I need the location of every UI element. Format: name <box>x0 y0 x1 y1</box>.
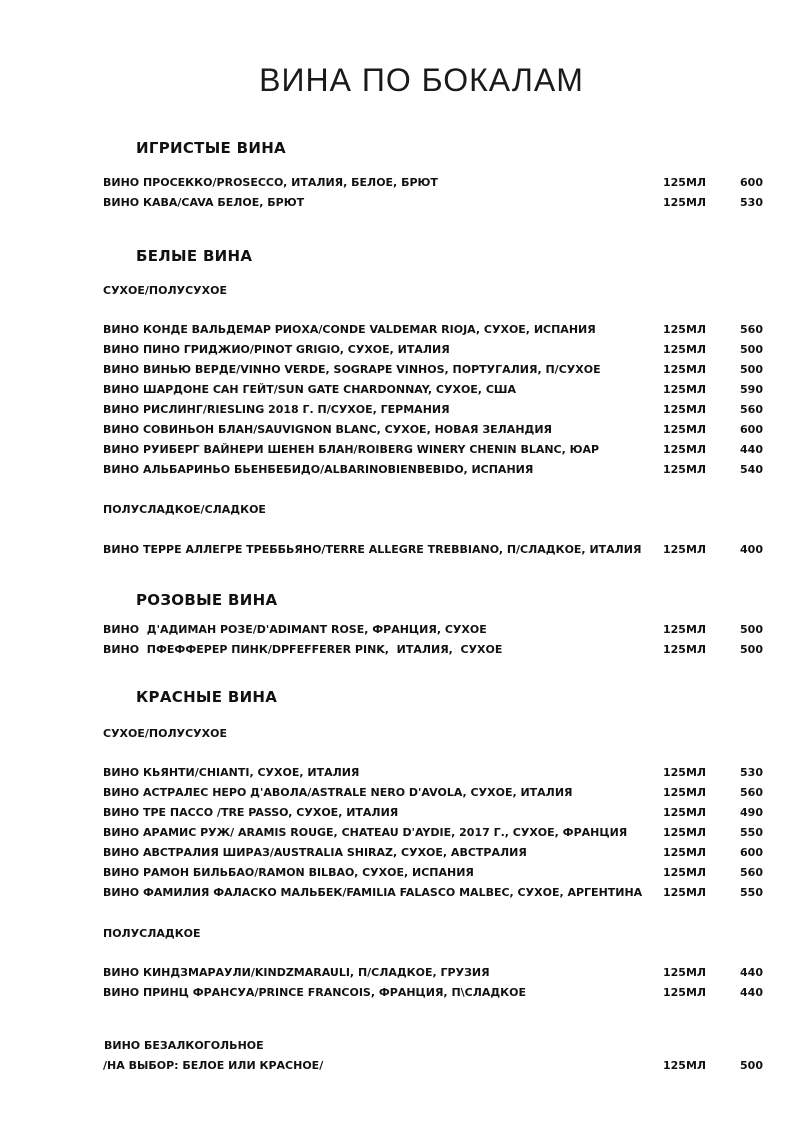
menu-item <box>103 1058 763 1074</box>
item-price: 500 <box>740 343 763 356</box>
item-volume: 125МЛ <box>663 423 707 436</box>
item-volume: 125МЛ <box>663 826 707 839</box>
item-volume: 125МЛ <box>663 463 707 476</box>
item-price: 560 <box>740 403 763 416</box>
menu-item <box>103 622 763 638</box>
subsection-label: СУХОЕ/ПОЛУСУХОЕ <box>103 284 227 297</box>
menu-item <box>103 765 763 781</box>
section-title-rose: РОЗОВЫЕ ВИНА <box>136 591 278 609</box>
item-name: ВИНО ПРИНЦ ФРАНСУА/PRINCE FRANCOIS, ФРАНЦИЯ, П\СЛАДКОЕ <box>103 986 527 999</box>
menu-item <box>103 462 763 478</box>
item-name: ВИНО АВСТРАЛИЯ ШИРАЗ/AUSTRALIA SHIRAZ, СУХОЕ, АВСТРАЛИЯ <box>103 846 527 859</box>
menu-item <box>103 885 763 901</box>
item-price: 540 <box>740 463 763 476</box>
menu-item <box>103 402 763 418</box>
item-volume: 125МЛ <box>663 443 707 456</box>
item-volume: 125МЛ <box>663 766 707 779</box>
item-name: ВИНО ТЕРРЕ АЛЛЕГРЕ ТРЕББЬЯНО/TERRE ALLEGRE TREBBIANO, П/СЛАДКОЕ, ИТАЛИЯ <box>103 543 642 556</box>
menu-item <box>103 422 763 438</box>
item-name: ВИНО СОВИНЬОН БЛАН/SAUVIGNON BLANC, СУХОЕ, НОВАЯ ЗЕЛАНДИЯ <box>103 423 552 436</box>
subsection-label: СУХОЕ/ПОЛУСУХОЕ <box>103 727 227 740</box>
item-volume: 125МЛ <box>663 966 707 979</box>
item-price: 560 <box>740 866 763 879</box>
item-price: 440 <box>740 443 763 456</box>
menu-item <box>103 195 763 211</box>
item-name: ВИНО КИНДЗМАРАУЛИ/KINDZMARAULI, П/СЛАДКОЕ, ГРУЗИЯ <box>103 966 490 979</box>
item-name: ВИНО РИСЛИНГ/RIESLING 2018 Г. П/СУХОЕ, ГЕРМАНИЯ <box>103 403 450 416</box>
item-name: ВИНО ТРЕ ПАССО /TRE PASSO, СУХОЕ, ИТАЛИЯ <box>103 806 399 819</box>
menu-item <box>103 322 763 338</box>
item-price: 500 <box>740 363 763 376</box>
item-price: 550 <box>740 826 763 839</box>
item-price: 560 <box>740 786 763 799</box>
item-volume: 125МЛ <box>663 343 707 356</box>
item-price: 530 <box>740 766 763 779</box>
item-name: ВИНО КАВА/CAVA БЕЛОЕ, БРЮТ <box>103 196 305 209</box>
item-name: ВИНО РАМОН БИЛЬБАО/RAMON BILBAO, СУХОЕ, ИСПАНИЯ <box>103 866 474 879</box>
item-volume: 125МЛ <box>663 886 707 899</box>
item-price: 550 <box>740 886 763 899</box>
item-name: ВИНО КЬЯНТИ/CHIANTI, СУХОЕ, ИТАЛИЯ <box>103 766 360 779</box>
section-title-red: КРАСНЫЕ ВИНА <box>136 688 278 706</box>
section-title-sparkling: ИГРИСТЫЕ ВИНА <box>136 139 286 157</box>
subsection-label: ПОЛУСЛАДКОЕ/СЛАДКОЕ <box>103 503 266 516</box>
menu-item <box>103 342 763 358</box>
item-volume: 125МЛ <box>663 623 707 636</box>
item-name: ВИНО ПИНО ГРИДЖИО/PINOT GRIGIO, СУХОЕ, ИТАЛИЯ <box>103 343 450 356</box>
item-volume: 125МЛ <box>663 806 707 819</box>
menu-item <box>103 985 763 1001</box>
item-name: ВИНО ВИНЬЮ ВЕРДЕ/VINHO VERDE, SOGRAPE VINHOS, ПОРТУГАЛИЯ, П/СУХОЕ <box>103 363 601 376</box>
item-name: ВИНО КОНДЕ ВАЛЬДЕМАР РИОХА/CONDE VALDEMAR RIOJA, СУХОЕ, ИСПАНИЯ <box>103 323 596 336</box>
item-volume: 125МЛ <box>663 363 707 376</box>
item-volume: 125МЛ <box>663 403 707 416</box>
item-name: ВИНО ФАМИЛИЯ ФАЛАСКО МАЛЬБЕК/FAMILIA FALASCO MALBEC, СУХОЕ, АРГЕНТИНА <box>103 886 643 899</box>
menu-item <box>103 785 763 801</box>
item-price: 590 <box>740 383 763 396</box>
item-name: ВИНО ШАРДОНЕ САН ГЕЙТ/SUN GATE CHARDONNAY, СУХОЕ, США <box>103 383 516 396</box>
menu-item <box>103 442 763 458</box>
item-name: ВИНО ПРОСЕККО/PROSECCO, ИТАЛИЯ, БЕЛОЕ, БРЮТ <box>103 176 438 189</box>
item-price: 500 <box>740 623 763 636</box>
item-volume: 125МЛ <box>663 866 707 879</box>
item-volume: 125МЛ <box>663 786 707 799</box>
menu-item <box>103 865 763 881</box>
item-volume: 125МЛ <box>663 986 707 999</box>
non-alcoholic-title: ВИНО БЕЗАЛКОГОЛЬНОЕ <box>104 1039 264 1052</box>
item-price: 560 <box>740 323 763 336</box>
item-volume: 125МЛ <box>663 846 707 859</box>
item-price: 440 <box>740 986 763 999</box>
menu-item <box>103 542 763 558</box>
menu-item <box>103 825 763 841</box>
item-price: 600 <box>740 176 763 189</box>
item-price: 600 <box>740 423 763 436</box>
item-volume: 125МЛ <box>663 643 707 656</box>
page-title: ВИНА ПО БОКАЛАМ <box>259 62 584 98</box>
item-volume: 125МЛ <box>663 383 707 396</box>
item-volume: 125МЛ <box>663 1059 707 1072</box>
item-volume: 125МЛ <box>663 543 707 556</box>
item-name: ВИНО АРАМИС РУЖ/ ARAMIS ROUGE, CHATEAU D'AYDIE, 2017 Г., СУХОЕ, ФРАНЦИЯ <box>103 826 628 839</box>
item-price: 500 <box>740 1059 763 1072</box>
item-price: 440 <box>740 966 763 979</box>
item-volume: 125МЛ <box>663 196 707 209</box>
item-price: 500 <box>740 643 763 656</box>
item-name: /НА ВЫБОР: БЕЛОЕ ИЛИ КРАСНОЕ/ <box>103 1059 324 1072</box>
item-name: ВИНО Д'АДИМАН РОЗЕ/D'ADIMANT ROSE, ФРАНЦИЯ, СУХОЕ <box>103 623 487 636</box>
item-name: ВИНО РУИБЕРГ ВАЙНЕРИ ШЕНЕН БЛАН/ROIBERG WINERY CHENIN BLANC, ЮАР <box>103 443 600 456</box>
menu-item <box>103 382 763 398</box>
subsection-label: ПОЛУСЛАДКОЕ <box>103 927 201 940</box>
item-name: ВИНО ПФЕФФЕРЕР ПИНК/DPFEFFERER PINK, ИТАЛИЯ, СУХОЕ <box>103 643 503 656</box>
item-volume: 125МЛ <box>663 323 707 336</box>
section-title-white: БЕЛЫЕ ВИНА <box>136 247 253 265</box>
menu-item <box>103 642 763 658</box>
item-name: ВИНО АСТРАЛЕС НЕРО Д'АВОЛА/ASTRALE NERO D'AVOLA, СУХОЕ, ИТАЛИЯ <box>103 786 573 799</box>
menu-item <box>103 175 763 191</box>
item-volume: 125МЛ <box>663 176 707 189</box>
menu-item <box>103 965 763 981</box>
item-price: 530 <box>740 196 763 209</box>
item-name: ВИНО АЛЬБАРИНЬО БЬЕНБЕБИДО/ALBARINOBIENBEBIDO, ИСПАНИЯ <box>103 463 534 476</box>
menu-item <box>103 805 763 821</box>
item-price: 400 <box>740 543 763 556</box>
menu-item <box>103 845 763 861</box>
item-price: 600 <box>740 846 763 859</box>
menu-item <box>103 362 763 378</box>
item-price: 490 <box>740 806 763 819</box>
